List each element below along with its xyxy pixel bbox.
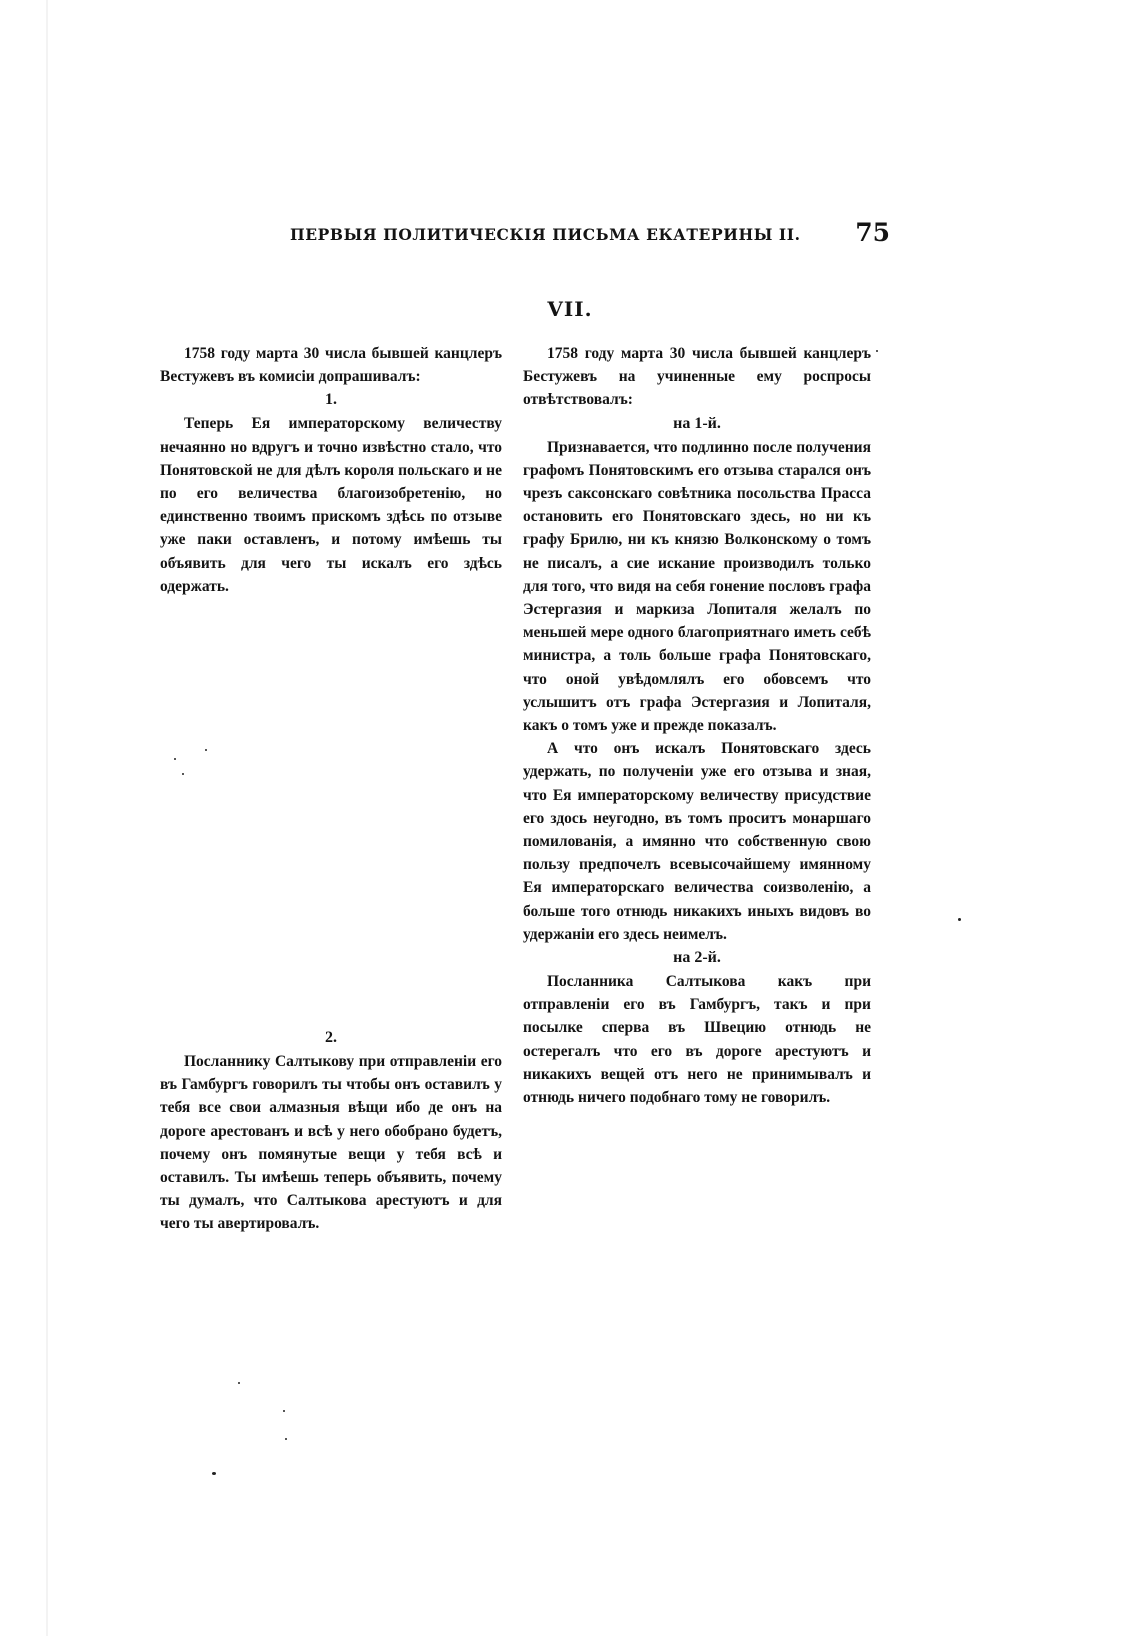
scan-speck bbox=[285, 1438, 287, 1440]
question-1-text: Теперь Ея императорскому величеству нечаянно но вдругъ и точно извѣстно стало, что Понятовской не для дѣлъ короля польскаго и не по его величества благоизобретенію, но единственно твоимъ прискомъ здѣсь по отзыве уже паки оставленъ, и потому имѣешь ты объявить для чего ты искалъ его здѣсь одержать. bbox=[160, 415, 502, 595]
running-title: ПЕРВЫЯ ПОЛИТИЧЕСКІЯ ПИСЬМА ЕКАТЕРИНЫ II. bbox=[290, 225, 801, 244]
column-gap bbox=[160, 598, 502, 1026]
scan-speck bbox=[174, 758, 176, 760]
answer-intro: 1758 году марта 30 числа бывшей канцлеръ Бестужевъ на учиненные ему роспросы отвѣтствовалъ: bbox=[523, 345, 871, 409]
scan-speck bbox=[958, 918, 961, 921]
scan-speck bbox=[182, 773, 184, 775]
answer-1-text-part-1: Признавается, что подлинно после получения графомъ Понятовскимъ его отзыва старался онъ чрезъ саксонскаго совѣтника посольства Прасса остановить его Понятовскаго здесь, но ни къ графу Брилю, ни къ князю Волконскому о томъ не писалъ, а сие искание производилъ только для того, что видя на себя гонение пословъ графа Эстергазия и маркиза Лопиталя желалъ по меньшей мере одного благоприятнаго иметь себѣ министра, а толь больше графа Понятовскаго, что оной увѣдомлялъ его обовсемъ что услышитъ отъ графа Эстергазия и Лопиталя, какъ о томъ уже и прежде показалъ. bbox=[523, 438, 871, 735]
question-1-number: 1. bbox=[325, 391, 337, 409]
answer-2-text: Посланника Салтыкова какъ при отправленіи его въ Гамбургъ, такъ и при посылке сперва въ Швецию отнюдь не остерегалъ что его въ дороге арестуютъ и никакихъ вещей отъ него не принимывалъ и отнюдь ничего подобнаго тому не говорилъ. bbox=[523, 973, 871, 1107]
scan-edge-shadow bbox=[46, 0, 48, 1636]
scan-speck bbox=[283, 1410, 285, 1412]
answer-1-heading: на 1-й. bbox=[673, 414, 721, 432]
running-head bbox=[290, 218, 890, 252]
page-number: 75 bbox=[855, 218, 890, 247]
question-intro: 1758 году марта 30 числа бывшей канцлеръ Вестужевъ въ комисіи допрашивалъ: bbox=[160, 345, 502, 386]
scan-speck bbox=[205, 749, 207, 751]
question-2-text: Посланнику Салтыкову при отправленіи его въ Гамбургъ говорилъ ты чтобы онъ оставилъ у тебя все свои алмазныя вѣщи ибо де онъ на дороге арестованъ и всѣ у него обобрано будетъ, почему онъ помянутые вещи у тебя всѣ и оставилъ. Ты имѣешь теперь объявить, почему ты думалъ, что Салтыкова арестуютъ и для чего ты авертировалъ. bbox=[160, 1053, 502, 1233]
scan-speck bbox=[238, 1382, 240, 1384]
question-2-number: 2. bbox=[325, 1029, 337, 1047]
answer-1-text-part-2: А что онъ искалъ Понятовскаго здесь удержать, по полученіи уже его отзыва и зная, что Ея императорскому величеству присудствие его здось неугодно, въ томъ проситъ монаршаго помилованія, а имянно что собственную свою пользу предпочелъ всевысочайшему имянному Ея императорскаго величества соизволенію, а больше того отнюдь никакихъ иныхъ видовъ во удержаніи его здесь неимелъ. bbox=[523, 740, 871, 943]
scan-speck bbox=[876, 350, 878, 352]
left-column-questions bbox=[160, 342, 502, 1236]
scan-speck bbox=[212, 1472, 216, 1475]
section-number: VII. bbox=[547, 297, 593, 321]
right-column-answers bbox=[523, 342, 871, 1109]
answer-2-heading: на 2-й. bbox=[673, 949, 721, 967]
